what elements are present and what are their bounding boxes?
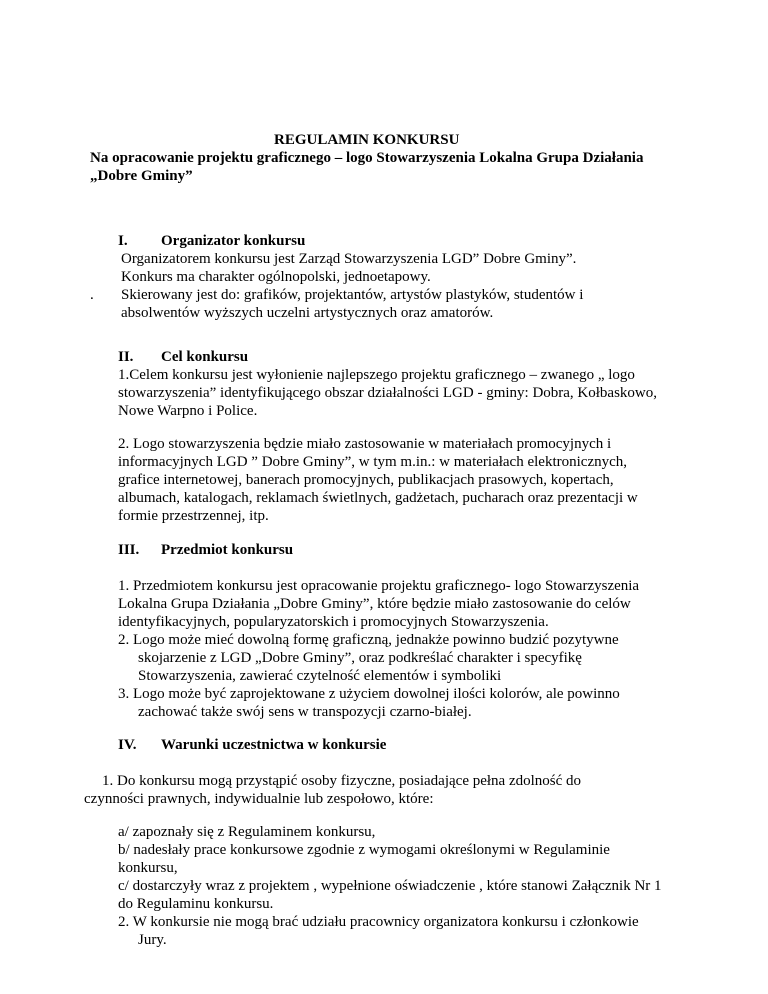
document-subtitle-line-1: Na opracowanie projektu graficznego – logo Stowarzyszenia Lokalna Grupa Działania	[90, 150, 644, 166]
section-4-text: c/ dostarczyły wraz z projektem , wypełnione oświadczenie , które stanowi Załącznik Nr 1	[118, 878, 662, 894]
section-2-text: grafice internetowej, banerach promocyjnych, publikacjach prasowych, kopertach,	[118, 472, 614, 488]
section-3-text: zachować także swój sens w transpozycji czarno-białej.	[138, 704, 472, 720]
section-4-text: do Regulaminu konkursu.	[118, 896, 274, 912]
section-3-text: 2. Logo może mieć dowolną formę graficzną, jednakże powinno budzić pozytywne	[118, 632, 619, 648]
section-2-text: 1.Celem konkursu jest wyłonienie najlepszego projektu graficznego – zwanego „ logo	[118, 367, 635, 383]
section-3-heading: Przedmiot konkursu	[161, 542, 294, 558]
section-4-text: czynności prawnych, indywidualnie lub zespołowo, które:	[84, 791, 434, 807]
section-2-text: stowarzyszenia” identyfikującego obszar działalności LGD - gminy: Dobra, Kołbaskowo,	[118, 385, 658, 401]
section-1-text: Skierowany jest do: grafików, projektantów, artystów plastyków, studentów i	[121, 287, 584, 303]
section-2-text: informacyjnych LGD ” Dobre Gminy”, w tym m.in.: w materiałach elektronicznych,	[118, 454, 628, 470]
section-2-number: II.	[118, 349, 134, 365]
section-3-text: identyfikacyjnych, popularyzatorskich i promocyjnych Stowarzyszenia.	[118, 614, 549, 630]
section-1-bullet-dot: .	[90, 287, 94, 303]
section-2-heading: Cel konkursu	[161, 349, 249, 365]
section-4-text: 2. W konkursie nie mogą brać udziału pracownicy organizatora konkursu i członkowie	[118, 914, 639, 930]
section-2-text: formie przestrzennej, itp.	[118, 508, 269, 524]
section-1-text: absolwentów wyższych uczelni artystycznych oraz amatorów.	[121, 305, 494, 321]
section-1-number: I.	[118, 233, 128, 249]
section-3-text: 1. Przedmiotem konkursu jest opracowanie projektu graficznego- logo Stowarzyszenia	[118, 578, 640, 594]
section-1-text: Organizatorem konkursu jest Zarząd Stowarzyszenia LGD” Dobre Gminy”.	[121, 251, 577, 267]
section-1-heading: Organizator konkursu	[161, 233, 306, 249]
section-4-text: b/ nadesłały prace konkursowe zgodnie z wymogami określonymi w Regulaminie	[118, 842, 610, 858]
section-2-text: Nowe Warpno i Police.	[118, 403, 258, 419]
section-4-heading: Warunki uczestnictwa w konkursie	[161, 737, 387, 753]
section-4-text: 1. Do konkursu mogą przystąpić osoby fizyczne, posiadające pełna zdolność do	[102, 773, 582, 789]
section-3-text: Stowarzyszenia, zawierać czytelność elementów i symboliki	[138, 668, 502, 684]
section-4-text: Jury.	[138, 932, 167, 948]
document-title: REGULAMIN KONKURSU	[274, 132, 460, 148]
section-3-text: 3. Logo może być zaprojektowane z użyciem dowolnej ilości kolorów, ale powinno	[118, 686, 620, 702]
section-1-text: Konkurs ma charakter ogólnopolski, jednoetapowy.	[121, 269, 431, 285]
section-2-text: albumach, katalogach, reklamach świetlnych, gadżetach, pucharach oraz prezentacji w	[118, 490, 638, 506]
document-subtitle-line-2: „Dobre Gminy”	[90, 168, 193, 184]
section-4-text: a/ zapoznały się z Regulaminem konkursu,	[118, 824, 376, 840]
section-3-number: III.	[118, 542, 140, 558]
section-3-text: skojarzenie z LGD „Dobre Gminy”, oraz podkreślać charakter i specyfikę	[138, 650, 582, 666]
section-3-text: Lokalna Grupa Działania „Dobre Gminy”, które będzie miało zastosowanie do celów	[118, 596, 631, 612]
section-4-number: IV.	[118, 737, 137, 753]
section-2-text: 2. Logo stowarzyszenia będzie miało zastosowanie w materiałach promocyjnych i	[118, 436, 612, 452]
section-4-text: konkursu,	[118, 860, 178, 876]
